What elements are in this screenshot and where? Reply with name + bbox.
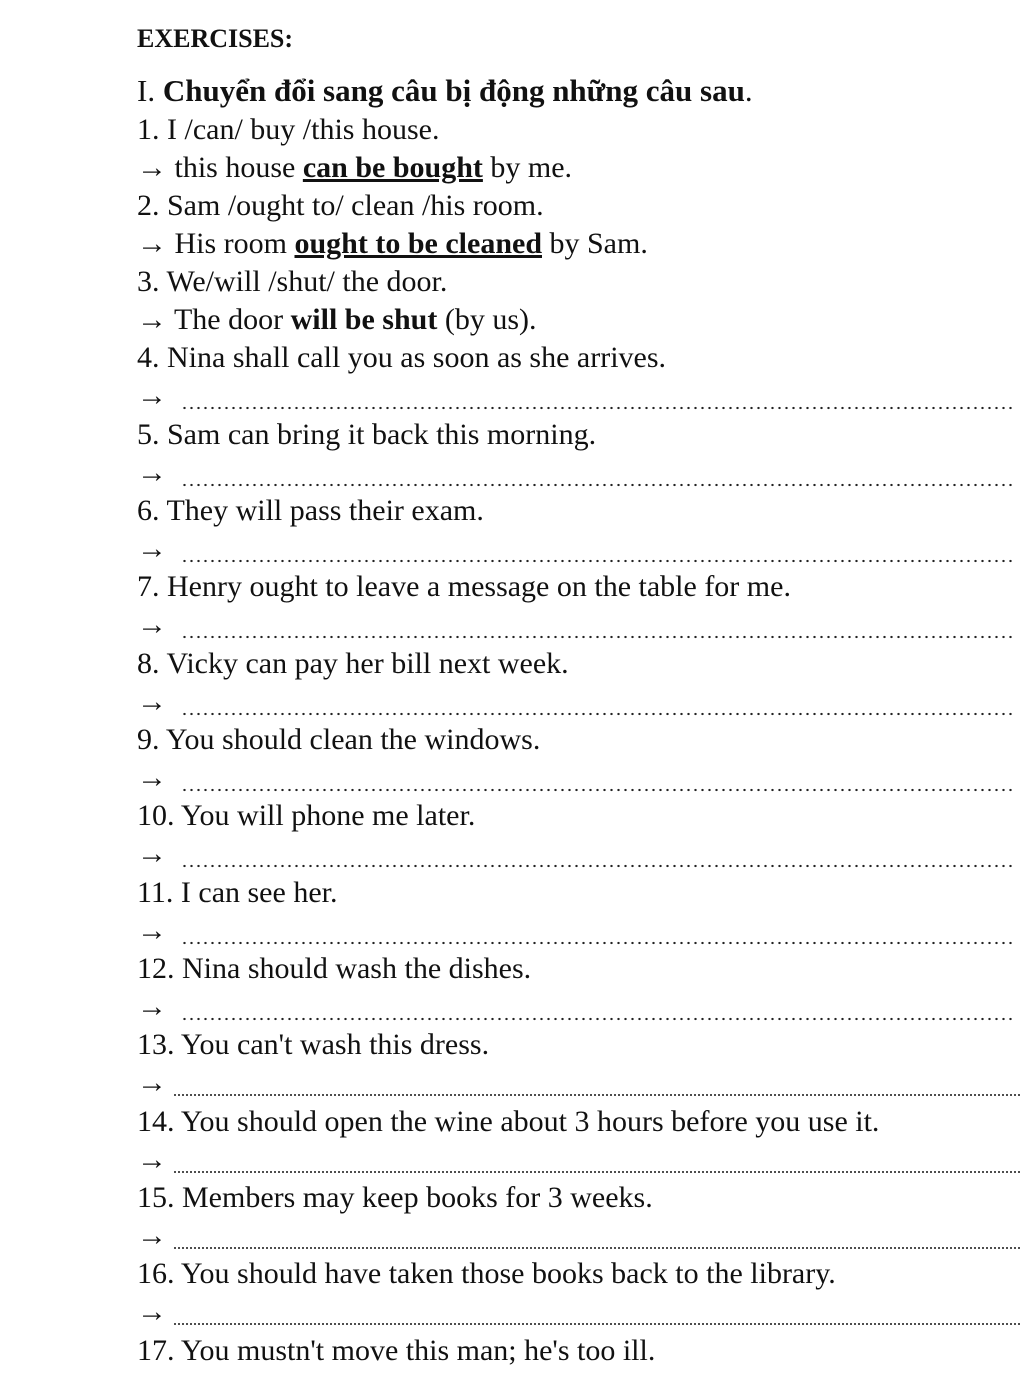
arrow-icon: → <box>137 990 167 1023</box>
dotted-line <box>181 606 1016 644</box>
arrow-icon: → <box>137 151 167 184</box>
arrow-icon: → <box>137 1295 167 1328</box>
dotted-line <box>173 1217 1022 1255</box>
arrow-icon: → <box>137 914 167 947</box>
answer-blank-9[interactable] <box>137 759 1024 797</box>
exercise-question-13: 13. You can't wash this dress. <box>137 1028 490 1061</box>
answer-verb: can be bought <box>302 151 483 184</box>
arrow-icon: → <box>137 1143 167 1176</box>
exercise-question-7: 7. Henry ought to leave a message on the table for me. <box>137 570 791 603</box>
dotted-line <box>181 683 1016 721</box>
answer-after: by Sam. <box>549 227 648 260</box>
answer-blank-11[interactable] <box>137 912 1024 950</box>
exercises-heading: EXERCISES: <box>137 24 294 53</box>
answer-after: (by us). <box>444 303 537 336</box>
exercise-question-15: 15. Members may keep books for 3 weeks. <box>137 1181 653 1214</box>
exercise-question-4: 4. Nina shall call you as soon as she arrives. <box>137 341 667 374</box>
answer-blank-10[interactable] <box>137 835 1024 873</box>
exercise-question-10: 10. You will phone me later. <box>137 799 476 832</box>
arrow-icon: → <box>137 837 167 870</box>
instruction-suffix: . <box>744 73 753 108</box>
arrow-icon: → <box>137 608 167 641</box>
answer-before: His room <box>174 227 287 260</box>
exercise-question-6: 6. They will pass their exam. <box>137 494 484 527</box>
arrow-icon: → <box>137 379 167 412</box>
answer-blank-16[interactable] <box>137 1293 1024 1331</box>
arrow-icon: → <box>137 303 167 336</box>
arrow-icon: → <box>137 227 167 260</box>
answer-blank-7[interactable] <box>137 606 1024 644</box>
exercise-question-14: 14. You should open the wine about 3 hours before you use it. <box>137 1105 880 1138</box>
exercise-question-11: 11. I can see her. <box>137 876 338 909</box>
arrow-icon: → <box>137 761 167 794</box>
instruction-title <box>137 72 753 110</box>
answer-blank-4[interactable] <box>137 377 1024 415</box>
dotted-line <box>181 377 1016 415</box>
instruction-prefix: I. <box>137 73 156 108</box>
answer-blank-13[interactable] <box>137 1064 1024 1102</box>
dotted-line <box>173 1141 1022 1179</box>
dotted-line <box>173 1064 1022 1102</box>
example-answer-1 <box>137 149 572 187</box>
example-answer-2 <box>137 225 648 263</box>
dotted-line <box>181 912 1016 950</box>
answer-before: The door <box>173 303 284 336</box>
answer-after: by me. <box>490 151 573 184</box>
answer-blank-14[interactable] <box>137 1141 1024 1179</box>
arrow-icon: → <box>137 685 167 718</box>
arrow-icon: → <box>137 1219 167 1252</box>
dotted-line <box>173 1293 1022 1331</box>
exercise-question-17: 17. You mustn't move this man; he's too ill. <box>137 1334 656 1367</box>
dotted-line <box>181 454 1016 492</box>
answer-blank-12[interactable] <box>137 988 1024 1026</box>
answer-blank-15[interactable] <box>137 1217 1024 1255</box>
dotted-line <box>181 759 1016 797</box>
example-question-2: 2. Sam /ought to/ clean /his room. <box>137 189 544 222</box>
exercise-question-16: 16. You should have taken those books back to the library. <box>137 1257 836 1290</box>
answer-verb: ought to be cleaned <box>294 227 542 260</box>
exercise-question-9: 9. You should clean the windows. <box>137 723 541 756</box>
answer-blank-5[interactable] <box>137 454 1024 492</box>
exercise-question-5: 5. Sam can bring it back this morning. <box>137 418 597 451</box>
example-question-3: 3. We/will /shut/ the door. <box>137 265 448 298</box>
answer-before: this house <box>174 151 296 184</box>
answer-verb: will be shut <box>290 303 438 336</box>
example-question-1: 1. I /can/ buy /this house. <box>137 113 440 146</box>
answer-blank-6[interactable] <box>137 530 1024 568</box>
exercise-question-8: 8. Vicky can pay her bill next week. <box>137 647 569 680</box>
dotted-line <box>181 835 1016 873</box>
arrow-icon: → <box>137 456 167 489</box>
arrow-icon: → <box>137 1066 167 1099</box>
dotted-line <box>181 988 1016 1026</box>
dotted-line <box>181 530 1016 568</box>
answer-blank-8[interactable] <box>137 683 1024 721</box>
example-answer-3 <box>137 301 536 339</box>
instruction-text: Chuyển đổi sang câu bị động những câu sau <box>162 73 745 108</box>
exercise-question-12: 12. Nina should wash the dishes. <box>137 952 532 985</box>
arrow-icon: → <box>137 532 167 565</box>
